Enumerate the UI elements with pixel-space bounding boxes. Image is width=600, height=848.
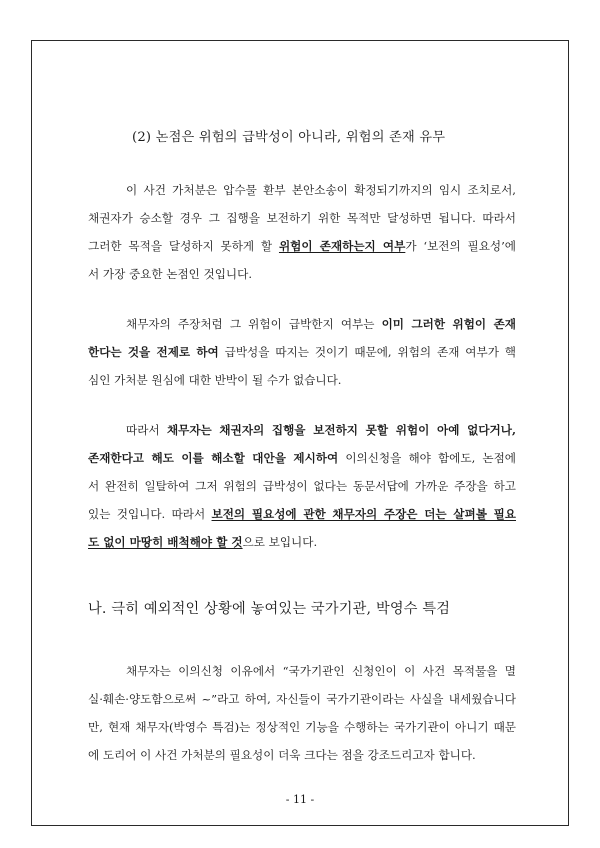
p2-line-1-a: 채무자의 주장처럼 그 위험이 급박한지 여부는: [126, 317, 382, 331]
p3-line-5-b: 으로 보입니다.: [242, 535, 318, 549]
p2-line-2-b: 급박성을 따지는 것이기 때문에, 위험의 존재 여부가 핵: [218, 345, 516, 359]
p1-line-3-a: 그러한 목적을 달성하지 못하게 할: [88, 239, 279, 253]
p4-line-3: 만, 현재 채무자(박영수 특검)는 정상적인 기능을 수행하는 국가기관이 아니기 때문: [88, 720, 516, 734]
p2-emphasis-1: 이미 그러한 위험이 존재: [381, 317, 516, 331]
paragraph-1: [88, 176, 516, 288]
p3-line-5: [88, 528, 516, 556]
p1-line-1: 이 사건 가처분은 압수물 환부 본안소송이 확정되기까지의 임시 조치로서,: [126, 183, 516, 197]
p3-line-3: 서 완전히 일탈하여 그저 위험의 급박성이 없다는 동문서답에 가까운 주장을 하고: [88, 479, 516, 493]
p3-line-2-b: 이의신청을 해야 함에도, 논점에: [338, 451, 516, 465]
p4-line-4: 에 도리어 이 사건 가처분의 필요성이 더욱 크다는 점을 강조드리고자 합니다.: [88, 748, 476, 762]
p1-line-4: 서 가장 중요한 논점인 것입니다.: [88, 267, 253, 281]
p2-line-2: [88, 338, 516, 366]
p1-line-3-c: 가 ‘보전의 필요성’에: [405, 239, 516, 253]
p3-emphasis-2: 존재한다고 해도 이를 해소할 대안을 제시하여: [88, 451, 339, 465]
p4-line-2: 실·훼손·양도함으로써 ~”라고 하여, 자신들이 국가기관이라는 사실을 내세웠습니다: [88, 692, 516, 706]
p1-line-2: 채권자가 승소할 경우 그 집행을 보전하기 위한 목적만 달성하면 됩니다. 따라서: [88, 211, 516, 225]
p3-line-4-a: 있는 것입니다. 따라서: [88, 507, 212, 521]
paragraph-4: [88, 657, 516, 769]
p3-line-1: [88, 416, 516, 444]
p3-line-2: [88, 444, 516, 472]
section-heading: 나. 극히 예외적인 상황에 놓여있는 국가기관, 박영수 특검: [88, 601, 451, 617]
p4-line-1: 채무자는 이의신청 이유에서 “국가기관인 신청인이 이 사건 목적물을 멸: [126, 664, 516, 678]
p3-line-1-a: 따라서: [126, 423, 167, 437]
p3-emphasis-3: 보전의 필요성에 관한 채무자의 주장은 더는 살펴볼 필요: [211, 507, 516, 521]
p2-line-3: 심인 가처분 원심에 대한 반박이 될 수가 없습니다.: [88, 373, 342, 387]
p3-emphasis-1: 채무자는 채권자의 집행을 보전하지 못할 위험이 아예 없다거나,: [166, 423, 516, 437]
p3-emphasis-4: 도 없이 마땅히 배척해야 할 것: [88, 535, 243, 549]
subsection-heading: (2) 논점은 위험의 급박성이 아니라, 위험의 존재 유무: [132, 130, 446, 145]
p1-line-3: [88, 232, 516, 260]
p2-emphasis-2: 한다는 것을 전제로 하여: [88, 345, 219, 359]
p2-line-1: [88, 310, 516, 338]
paragraph-3: [88, 416, 516, 556]
paragraph-2: [88, 310, 516, 394]
page-number: - 11 -: [285, 793, 315, 806]
p1-emphasis: 위험이 존재하는지 여부: [278, 239, 406, 253]
p3-line-4: [88, 500, 516, 528]
